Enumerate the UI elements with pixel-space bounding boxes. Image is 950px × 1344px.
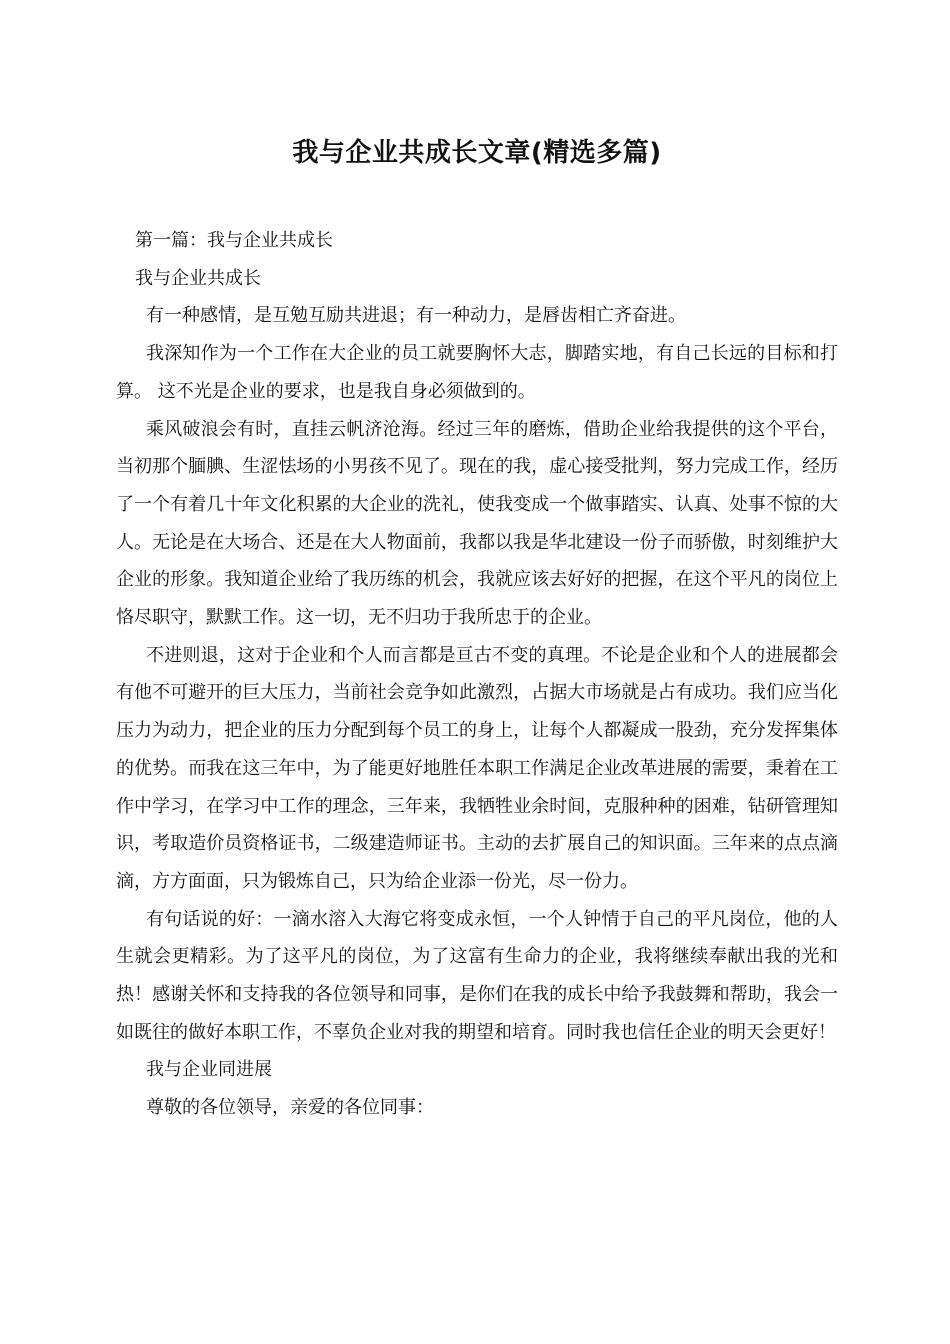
section-heading: 第一篇：我与企业共成长 [135,230,333,251]
paragraph: 乘风破浪会有时，直挂云帆济沧海。经过三年的磨炼，借助企业给我提供的这个平台，当初那个腼腆、生涩怯场的小男孩不见了。现在的我，虚心接受批判，努力完成工作，经历了一个有着几十年文化积累的大企业的洗礼，使我变成一个做事踏实、认真、处事不惊的大人。无论是在大场合、还是在大人物面前，我都以我是华北建设一份子而骄傲，时刻维护大企业的形象。我知道企业给了我历练的机会，我就应该去好好的把握，在这个平凡的岗位上恪尽职守，默默工作。这一切，无不归功于我所忠于的企业。 [116,418,838,629]
paragraph: 不进则退，这对于企业和个人而言都是亘古不变的真理。不论是企业和个人的进展都会有他不可避开的巨大压力，当前社会竞争如此激烈，占据大市场就是占有成功。我们应当化压力为动力，把企业的压力分配到每个员工的身上，让每个人都凝成一股劲，充分发挥集体的优势。而我在这三年中，为了能更好地胜任本职工作满足企业改革进展的需要，秉着在工作中学习，在学习中工作的理念，三年来，我牺牲业余时间，克服种种的困难，钻研管理知识，考取造价员资格证书，二级建造师证书。主动的去扩展自己的知识面。三年来的点点滴滴，方方面面，只为锻炼自己，只为给企业添一份光，尽一份力。 [116,644,838,892]
article-subtitle: 我与企业同进展 [146,1059,272,1081]
salutation: 尊敬的各位领导，亲爱的各位同事： [146,1097,434,1119]
document-body [116,222,838,1127]
paragraph: 我深知作为一个工作在大企业的员工就要胸怀大志，脚踏实地，有自己长远的目标和打算。 这不光是企业的要求，也是我自身必须做到的。 [116,343,838,402]
paragraph: 有一种感情，是互勉互励共进退；有一种动力，是唇齿相亡齐奋进。 [146,305,686,327]
document-title: 我与企业共成长文章(精选多篇) [292,138,662,168]
article-subtitle: 我与企业共成长 [135,267,261,289]
paragraph: 有句话说的好：一滴水溶入大海它将变成永恒，一个人钟情于自己的平凡岗位，他的人生就会更精彩。为了这平凡的岗位，为了这富有生命力的企业，我将继续奉献出我的光和热！感谢关怀和支持我的各位领导和同事，是你们在我的成长中给予我鼓舞和帮助，我会一如既往的做好本职工作，不辜负企业对我的期望和培育。同时我也信任企业的明天会更好！ [116,908,838,1043]
